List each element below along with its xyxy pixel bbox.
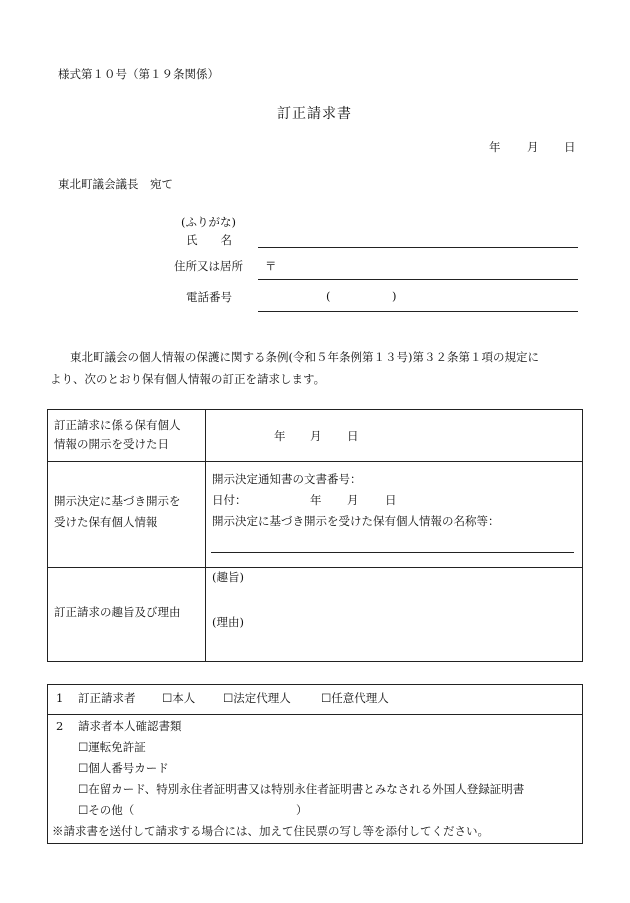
furigana-label: (ふりがな) [181, 215, 236, 229]
request-details-table [47, 409, 583, 662]
intro-line-2: より、次のとおり保有個人情報の訂正を請求します。 [50, 372, 326, 386]
name-label: 氏 名 [186, 233, 232, 247]
requester-table [47, 684, 583, 844]
disclosure-month[interactable]: 月 [310, 429, 322, 443]
notice-day[interactable]: 日 [385, 493, 397, 507]
date-year-label: 年 [489, 140, 501, 154]
notice-month[interactable]: 月 [347, 493, 359, 507]
date-day-label: 日 [564, 140, 576, 154]
table-row-separator [48, 714, 582, 715]
id-docs-row-number: 2 [56, 719, 64, 733]
checkbox-other[interactable]: ☐その他（ [78, 803, 135, 817]
disclosed-info-name-field[interactable] [211, 552, 574, 553]
name-field[interactable] [258, 247, 578, 248]
address-label: 住所又は居所 [174, 259, 243, 273]
phone-label: 電話番号 [186, 290, 232, 304]
checkbox-self[interactable]: ☐本人 [162, 691, 196, 705]
table-row-separator [48, 461, 582, 462]
date-month-label: 月 [527, 140, 539, 154]
checkbox-drivers-license[interactable]: ☐運転免許証 [78, 740, 146, 754]
checkbox-my-number-card[interactable]: ☐個人番号カード [78, 761, 169, 775]
purpose-reason-label: 訂正請求の趣旨及び理由 [54, 605, 181, 619]
disclosure-date-label-2: 情報の開示を受けた日 [54, 437, 169, 451]
postal-mark: 〒 [265, 259, 277, 273]
disclosed-info-label-1: 開示決定に基づき開示を [54, 494, 181, 508]
requester-label: 訂正請求者 [78, 691, 136, 705]
requester-row-number: 1 [56, 691, 64, 705]
checkbox-residence-card[interactable]: ☐在留カード、特別永住者証明書又は特別永住者証明書とみなされる外国人登録証明書 [78, 782, 525, 796]
notice-year[interactable]: 年 [310, 493, 322, 507]
address-field[interactable] [258, 279, 578, 280]
other-close-paren: ） [296, 803, 308, 817]
purpose-label: (趣旨) [212, 570, 244, 584]
disclosure-date-label-1: 訂正請求に係る保有個人 [54, 418, 181, 432]
phone-close-paren: ) [392, 289, 397, 303]
notice-date-label: 日付： [212, 493, 247, 507]
disclosure-year[interactable]: 年 [274, 429, 286, 443]
disclosed-info-label-2: 受けた保有個人情報 [54, 515, 158, 529]
notice-doc-number-label: 開示決定通知書の文書番号： [212, 472, 362, 486]
checkbox-voluntary-representative[interactable]: ☐任意代理人 [321, 691, 389, 705]
phone-open-paren: ( [326, 289, 331, 303]
id-docs-label: 請求者本人確認書類 [78, 719, 182, 733]
addressee: 東北町議会議長 宛て [58, 177, 173, 191]
phone-field[interactable] [258, 311, 578, 312]
form-number: 様式第１０号（第１９条関係） [58, 67, 219, 81]
reason-label: (理由) [212, 615, 244, 629]
disclosure-day[interactable]: 日 [347, 429, 359, 443]
checkbox-legal-representative[interactable]: ☐法定代理人 [223, 691, 291, 705]
intro-line-1: 東北町議会の個人情報の保護に関する条例(令和５年条例第１３号)第３２条第１項の規定に [70, 350, 539, 364]
page-title: 訂正請求書 [277, 106, 352, 122]
mailing-note: ※請求書を送付して請求する場合には、加えて住民票の写し等を添付してください。 [52, 824, 489, 838]
disclosed-info-name-label: 開示決定に基づき開示を受けた保有個人情報の名称等： [212, 514, 500, 528]
table-row-separator [48, 567, 582, 568]
